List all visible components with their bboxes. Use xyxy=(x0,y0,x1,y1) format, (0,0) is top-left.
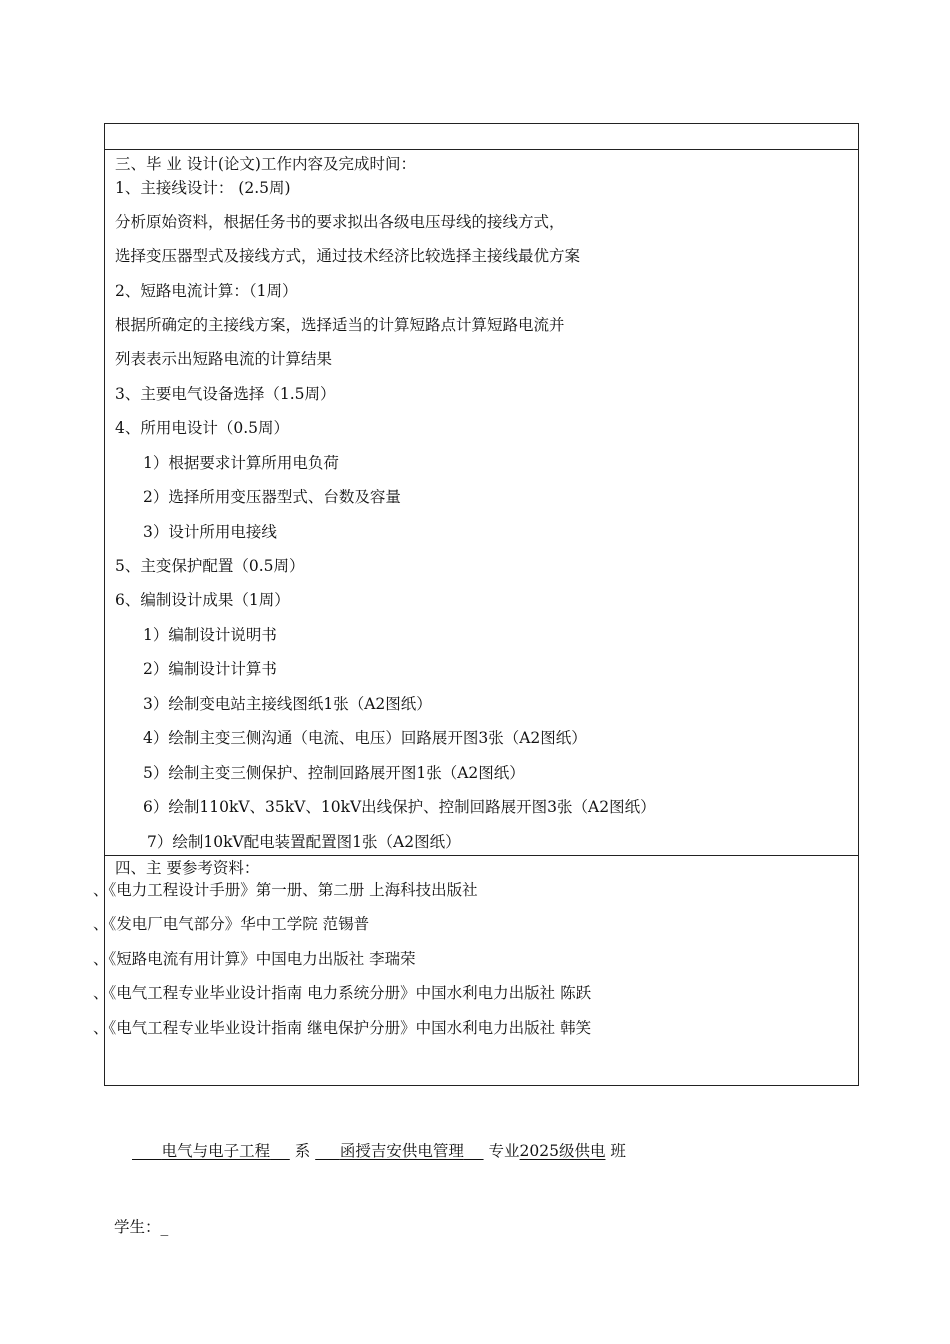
work-subitem: 4）绘制主变三侧沟通（电流、电压）回路展开图3张（A2图纸） xyxy=(143,729,587,747)
major-suffix: 专业 xyxy=(488,1142,520,1160)
work-subitem: 6）绘制110kV、35kV、10kV出线保护、控制回路展开图3张（A2图纸） xyxy=(143,798,656,816)
reference-item: 、《电气工程专业毕业设计指南 继电保护分册》中国水利电力出版社 韩笑 xyxy=(93,1019,592,1037)
department-suffix: 系 xyxy=(294,1142,311,1160)
work-subitem: 2）选择所用变压器型式、台数及容量 xyxy=(143,488,401,506)
reference-item: 、《电力工程设计手册》第一册、第二册 上海科技出版社 xyxy=(93,881,478,899)
work-subitem: 1）根据要求计算所用电负荷 xyxy=(143,454,339,472)
major-field: 函授吉安供电管理 xyxy=(339,1142,464,1160)
work-item: 5、主变保护配置（0.5周） xyxy=(115,557,305,575)
work-subitem: 5）绘制主变三侧保护、控制回路展开图1张（A2图纸） xyxy=(143,764,525,782)
work-item: 分析原始资料，根据任务书的要求拟出各级电压母线的接线方式， xyxy=(115,213,565,231)
reference-item: 、《短路电流有用计算》中国电力出版社 李瑞荣 xyxy=(93,950,416,968)
footer-class-line xyxy=(132,1141,626,1161)
work-item: 列表表示出短路电流的计算结果 xyxy=(115,350,333,368)
middle-divider xyxy=(105,855,858,856)
form-table xyxy=(104,123,859,1086)
work-item: 4、所用电设计（0.5周） xyxy=(115,419,290,437)
work-item: 根据所确定的主接线方案，选择适当的计算短路点计算短路电流并 xyxy=(115,316,565,334)
class-field: 2025级供电 xyxy=(519,1142,606,1160)
work-subitem: 3）设计所用电接线 xyxy=(143,523,277,541)
work-item: 2、短路电流计算：（1周） xyxy=(115,282,298,300)
reference-item: 、《发电厂电气部分》华中工学院 范锡普 xyxy=(93,915,370,933)
work-item: 选择变压器型式及接线方式，通过技术经济比较选择主接线最优方案 xyxy=(115,247,581,265)
student-label: 学生：_ xyxy=(114,1218,169,1236)
work-item: 6、编制设计成果（1周） xyxy=(115,591,290,609)
class-suffix: 班 xyxy=(610,1142,626,1160)
work-subitem: 3）绘制变电站主接线图纸1张（A2图纸） xyxy=(143,695,432,713)
work-subitem: 2）编制设计计算书 xyxy=(143,660,277,678)
work-item: 3、主要电气设备选择（1.5周） xyxy=(115,385,336,403)
work-subitem: 7）绘制10kV配电装置配置图1张（A2图纸） xyxy=(147,833,461,851)
top-divider xyxy=(105,149,858,150)
work-subitem: 1）编制设计说明书 xyxy=(143,626,277,644)
work-item: 1、主接线设计： (2.5周) xyxy=(115,179,291,197)
section3-heading: 三、毕 业 设计(论文)工作内容及完成时间： xyxy=(115,155,416,173)
reference-item: 、《电气工程专业毕业设计指南 电力系统分册》中国水利电力出版社 陈跃 xyxy=(93,984,592,1002)
section4-heading: 四、主 要参考资料： xyxy=(115,859,260,877)
department-field: 电气与电子工程 xyxy=(161,1142,271,1160)
